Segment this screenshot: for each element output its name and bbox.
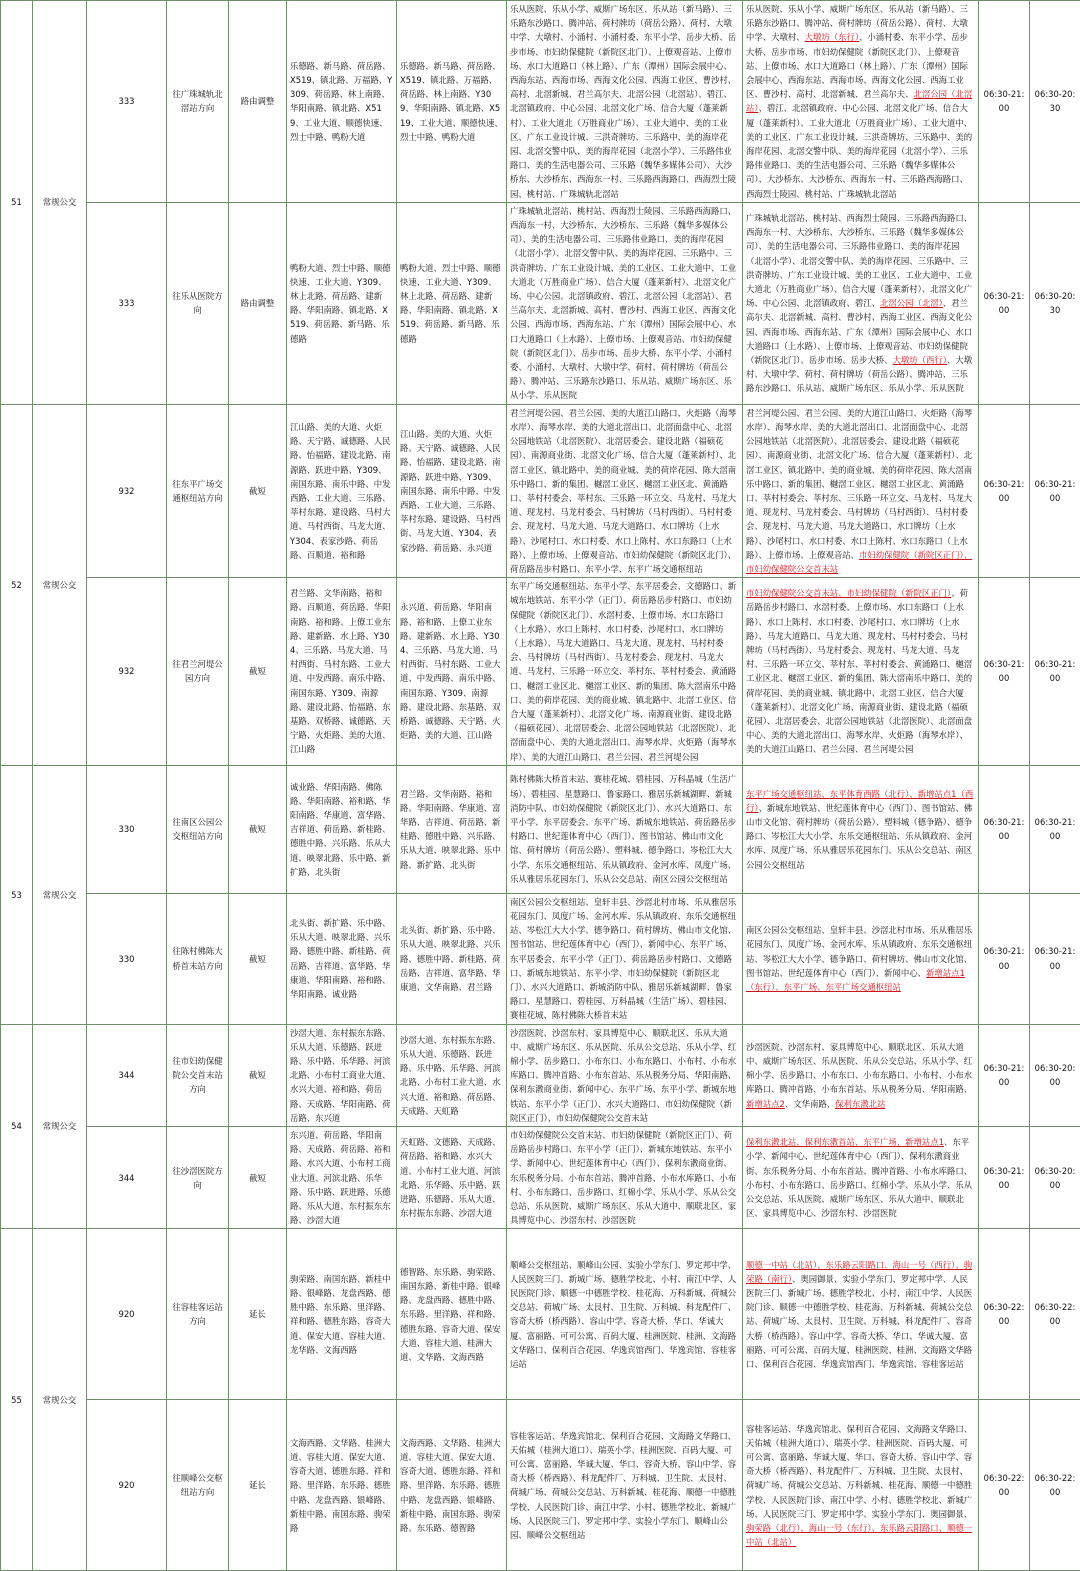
- stop-text: 容桂客运站、华逸宾馆北、保利百合花园、文海路文华路口、天佑城（桂洲大道口）、瑞英小学、桂洲医院、百码大厦、可可公寓、富丽路、华诚大厦、华口、容奇大桥、容山中学、容奇大桥（桥西路）、科龙配件厂、万科城、卫生院、太艮村、荷城广场、荷城公交总站、万科新城、桂花海、顺德一中德胜学校、人民医院门诊、南江中学、小村、德胜学校北、新城广场、人民医院三门、罗定邦中学、实验小学东门、奥园御景、: [746, 1424, 972, 1519]
- old-path-cell: 鸭粉大道、烈士中路、顺德快速、工业大道、Y309、林上北路、荷岳路、建新路、华阳南路、镇北路、X519、荷岳路、新马路、乐德路: [287, 202, 397, 404]
- new-service-time-cell: 06:30-20:30: [1030, 1, 1080, 203]
- old-stops-cell: 顺峰公交枢纽站、顺峰山公园、实验小学东门、罗定邦中学、人民医院三门、新城广场、德胜学校北、小村、南江中学、人民医院门诊、顺德一中德胜学校、桂花海、万科新城、荷城公交总站、荷城广场、太艮村、卫生院、万科城、科龙配件厂、容奇大桥（桥西路）、容山中学、容奇大桥、华口、华诚大厦、富丽路、可可公寓、百码大厦、桂洲医院、桂洲、文海路文华路口、保利百合花园、华逸宾馆西门、华逸宾馆、容桂客运站: [507, 1229, 743, 1400]
- new-path-cell: 文海西路、文华路、桂洲大道、容桂大道、保安大道、容奇大道、德胜东路、祥和路、里洋路、东乐路、德胜中路、龙盘西路、银峰路、新桂中路、南国东路、驹荣路、东乐路、德智路: [397, 1400, 507, 1571]
- stop-text: 、小涌村委、东平小学、岳步大桥、岳步市场、市妇幼保健院（新院区北门）、上僚观音站、上僚市场、水口大道路口（林上路）、广东（潭州）国际会展中心、西海东站、西海市场、西海文化公园、西海工业区、曹沙村、高村、北滘新城、君兰高尔夫、: [746, 32, 968, 99]
- category-cell: 常规公交: [33, 1024, 87, 1229]
- highlighted-stop-text: 新增站点2: [746, 1099, 785, 1109]
- category-cell: 常规公交: [33, 1, 87, 405]
- old-service-time-cell: 06:30-21:00: [979, 578, 1030, 766]
- adjustment-type-cell: 路由调整: [229, 1, 287, 203]
- new-stops-cell: [743, 202, 979, 404]
- new-stops-cell: [743, 578, 979, 766]
- group-number-cell: 54: [1, 1024, 33, 1229]
- route-number-cell: 344: [87, 1127, 167, 1229]
- old-stops-cell: 市妇幼保健院公交首末站、市妇幼保健院（新院区正门）、荷岳路岳步村路口、东平小学（正门）、新城东地铁站、东平小学、新闻中心、世纪莲体育中心（西门）、保利东漖商业街、东乐税务分局、小布东首站、腾冲首路、小布水库路口、小布村、小布东路口、岳步路口、红棉小学、乐从小学、乐从公交总站、乐从医院、威斯广场东区、乐从大道中、顺联北区、家具博览中心、沙滘东村、沙滘医院: [507, 1127, 743, 1229]
- stop-text: 、君兰高尔夫、北滘新城、高村、曹沙村、西海工业区、西海文化公园、西海市场、西海东站、广东（潭州）国际会展中心、水口大道路口（上水路）、上僚市场、上僚观音站、市妇幼保健院（新院区北门）、岳步市场、岳步大桥、: [746, 298, 972, 365]
- stop-text: 、新城东地铁站、世纪莲体育中心（西门）、图书馆站、佛山市文化馆、荷村牌坊（荷岳公路）、塑料城（德争路）、德争路口、岑松江大大小学、东乐交通枢纽站、乐从镇政府、金河水库、凤度广场、乐从雅居乐花园东门、乐从公交总站、南区公园公交枢纽站: [746, 803, 972, 870]
- highlighted-stop-text: 保利东漖北站: [835, 1099, 885, 1109]
- new-stops-cell: [743, 765, 979, 893]
- new-stops-cell: [743, 893, 979, 1024]
- highlighted-stop-text: 保利东漖北站、保利东漖首站、东平广场、新增站点1: [746, 1137, 944, 1147]
- old-stops-cell: 陈村佛陈大桥首末站、赛桂花城、碧桂园、万科晶城（生活广场）、碧桂园、星慧路口、鲁家路口、雅居乐新城湖畔、新城消防中队、市妇幼保健院（新院区北门）、水兴大道路口、东平小学、东平居委会、东平广场、新城东地铁站、荷岳路岳步村路口、世纪莲体育中心（西门）、图书馆站、佛山市文化馆、荷村牌坊（荷岳公路）、塑料城、德争路口、岑松江大大小学、东乐交通枢纽站、乐从镇政府、金河水库、凤度广场、乐从雅居乐花园东门、乐从公交总站、南区公园公交枢纽站: [507, 765, 743, 893]
- old-service-time-cell: 06:30-21:00: [979, 202, 1030, 404]
- direction-cell: 往乐从医院方向: [167, 202, 229, 404]
- old-stops-cell: 东平广场交通枢纽站、东平小学、东平居委会、文德路口、新城东地铁站、东平小学（正门）、荷岳路岳步村路口、市妇幼保健院（新院区北门）、水滘村委、上僚市场、水口东路口（上水路）、水口上陈村、水口村委、沙尾村口、水口牌坊（上水路）、马龙大道路口、马龙大道、现龙村、马村村委会、马村牌坊（马村西街）、马龙村委会、现龙村、马龙大道、马龙村、三乐路一环立交、莘村东、莘村村委会、黄涌路口、樾滘工业区北、樾滘工业区、新的集团、陈大滘南乐中路口、美的荷岸花园、美的商业城、镇北路中、北滘工业区、信合大厦（蓬莱新村）、北滘文化广场、南源商业街、建设北路（福硕花园）、北滘居委会、北滘公园地铁站（北滘医院）、北滘面盘中心、美的大道北滘出口、海琴水岸、火炬路（海琴水岸）、美的大道江山路口、君兰公园、君兰河堤公园: [507, 578, 743, 766]
- highlighted-stop-text: 大墩坊（西行）: [893, 355, 947, 365]
- adjustment-type-cell: 截短: [229, 1024, 287, 1126]
- route-number-cell: 330: [87, 893, 167, 1024]
- direction-cell: 往陈村佛陈大桥首末站方向: [167, 893, 229, 1024]
- new-path-cell: 沙滘大道、东村振东东路、乐从大道、乐德路、跃进路、乐中路、乐华路、河滨北路、小布村工业大道、水兴大道、裕和路、荷岳路、天成路、天虹路: [397, 1024, 507, 1126]
- new-path-cell: 鸭粉大道、烈士中路、顺德快速、工业大道、Y309、林上北路、荷岳路、建新路、华阳南路、镇北路、X519、荷岳路、新马路、乐德路: [397, 202, 507, 404]
- route-number-cell: 344: [87, 1024, 167, 1126]
- direction-cell: 往南区公园公交枢纽站方向: [167, 765, 229, 893]
- old-path-cell: 乐德路、新马路、荷岳路、X519、镇北路、万福路、Y309、荷岳路、林上南路、华阳南路、镇北路、X519、工业大道、顺德快速、烈士中路、鸭粉大道: [287, 1, 397, 203]
- direction-cell: 往沙滘医院方向: [167, 1127, 229, 1229]
- new-path-cell: 永兴道、荷岳路、华阳南路、裕和路、上僚工业东路、建新路、水上路、Y304、三乐路、马龙大道、马村西街、马村东路、工业大道、中发西路、南乐中路、南国东路、Y309、南源路、建设北路、东基路、双桥路、诚德路、天宁路、火炬路、美的大道、江山路: [397, 578, 507, 766]
- new-path-cell: 江山路、美的大道、火炬路、天宁路、诚德路、人民路、怡福路、建设北路、南源路、跃进中路、Y309、南国东路、南乐中路、中发西路、工业大道、三乐路、莘村东路、建设路、马村西街、马龙大道、Y304、表家沙路、荷岳路、永兴道: [397, 404, 507, 577]
- old-path-cell: 驹荣路、南国东路、新桂中路、银峰路、龙盘西路、德胜中路、东乐路、里洋路、祥和路、德胜东路、容奇大道、保安大道、容桂大道、龙华路、文海西路: [287, 1229, 397, 1400]
- direction-cell: 往容桂客运站方向: [167, 1229, 229, 1400]
- old-service-time-cell: 06:30-21:00: [979, 1024, 1030, 1126]
- new-stops-cell: [743, 1127, 979, 1229]
- old-service-time-cell: 06:30-21:00: [979, 1127, 1030, 1229]
- new-path-cell: 德智路、东乐路、驹荣路、南国东路、新桂中路、银峰路、龙盘西路、德胜中路、东乐路、里洋路、祥和路、德胜东路、容奇大道、保安大道、容桂大道、桂洲大道、文华路、文海西路: [397, 1229, 507, 1400]
- category-cell: 常规公交: [33, 404, 87, 765]
- table-row: [1, 1127, 1080, 1229]
- old-path-cell: 江山路、美的大道、火炬路、天宁路、诚德路、人民路、怡福路、建设北路、南源路、跃进中路、Y309、南国东路、南乐中路、中发西路、工业大道、三乐路、莘村东路、建设路、马村大道、马村西街、马龙大道、Y304、表家沙路、荷岳路、百顺道、裕和路: [287, 404, 397, 577]
- new-path-cell: 君兰路、文华南路、裕和路、华阳南路、华康道、富华路、吉祥道、荷岳路、新桂路、德胜中路、兴乐路、乐从大道、映翠北路、乐中路、新扩路、北头街: [397, 765, 507, 893]
- highlighted-stop-text: 大墩坊（东行）: [805, 32, 859, 42]
- highlighted-stop-text: 顺德一中站（北站）、东乐路云阳路口、海山一号（西行）、驹荣路（南行）: [746, 1260, 972, 1284]
- category-cell: 常规公交: [33, 1229, 87, 1571]
- table-row: [1, 893, 1080, 1024]
- stop-text: 、奥园御景、实验小学东门、罗定邦中学、人民医院三门、新城广场、德胜学校北、小村、南江中学、人民医院门诊、顺德一中德胜学校、桂花海、万科新城、荷城公交总站、荷城广场、太艮村、卫生院、万科城、科龙配件厂、容奇大桥（桥西路）、容山中学、容奇大桥、华口、华诚大厦、富丽路、可可公寓、百码大厦、桂洲医院、桂洲、文海路文华路口、保利百合花园、华逸宾馆西门、华逸宾馆、容桂客运站: [746, 1274, 972, 1369]
- new-stops-cell: [743, 1400, 979, 1571]
- table-row: [1, 1024, 1080, 1126]
- table-row: [1, 578, 1080, 766]
- old-stops-cell: 容桂客运站、华逸宾馆北、保利百合花园、文海路文华路口、天佑城（桂洲大道口）、瑞英小学、桂洲医院、百码大厦、可可公寓、富丽路、华诚大厦、华口、容奇大桥、容山中学、容奇大桥（桥西路）、科龙配件厂、万科城、卫生院、太艮村、荷城广场、荷城公交总站、万科新城、桂花海、顺德一中德胜学校、人民医院门诊、南江中学、小村、德胜学校北、新城广场、人民医院三门、罗定邦中学、实验小学东门、顺峰山公园、顺峰公交枢纽站: [507, 1400, 743, 1571]
- group-number-cell: 53: [1, 765, 33, 1024]
- stop-text: 沙滘医院、沙滘东村、家具博览中心、顺联北区、乐从大道中、威斯广场东区、乐从医院、乐从公交总站、乐从小学、红棉小学、岳步路口、小布东口、小布东路口、小布村、小布水库路口、腾冲首路、小布东首站、乐从税务分局、华阳南路、: [746, 1042, 972, 1095]
- table-row: [1, 765, 1080, 893]
- new-service-time-cell: 06:30-20:00: [1030, 1127, 1080, 1229]
- route-number-cell: 920: [87, 1400, 167, 1571]
- stop-text: 、碧江、北滘镇政府、中心公园、北滘文化广场、信合大厦（蓬莱新村）、工业大道北（万胜商业广场）、工业大道中、美的工业区、广东工业设计城、三洪奇牌坊、三乐路中、美的海岸花园、北滘交警中队、美的海岸花园（北滘小学）、三乐路伟业路口、美的生活电器公司、三乐路（魏华多媒体公司）、大沙桥东、大沙桥东、西海东一村、三乐路西海路口、西海烈士陵园、桃村站、广珠城轨北滘站: [746, 103, 972, 198]
- old-path-cell: 北头街、新扩路、乐中路、乐从大道、映翠北路、兴乐路、德胜中路、新桂路、荷岳路、吉祥道、富华路、华康道、华阳南路、裕和路、华阳南路、诚业路: [287, 893, 397, 1024]
- adjustment-type-cell: 截短: [229, 765, 287, 893]
- new-stops-cell: [743, 1229, 979, 1400]
- route-number-cell: 932: [87, 578, 167, 766]
- group-number-cell: 55: [1, 1229, 33, 1571]
- route-number-cell: 932: [87, 404, 167, 577]
- new-service-time-cell: 06:30-20:00: [1030, 1024, 1080, 1126]
- new-path-cell: 北头街、新扩路、乐中路、乐从大道、映翠北路、兴乐路、德胜中路、新桂路、荷岳路、吉祥道、富华路、华康道、文华南路、君兰路: [397, 893, 507, 1024]
- table-row: [1, 1400, 1080, 1571]
- stop-text: 、文华南路、: [785, 1099, 835, 1109]
- highlighted-stop-text: 新增站点1（东行）、东平广场、东平广场交通枢纽站: [746, 968, 965, 992]
- old-service-time-cell: 06:30-21:00: [979, 404, 1030, 577]
- adjustment-type-cell: 延长: [229, 1400, 287, 1571]
- stop-text: 广珠城轨北滘站、桃村站、西海烈士陵园、三乐路西海路口、西海东一村、大沙桥东、大沙桥东、三乐路（魏华多媒体公司）、美的生活电器公司、三乐路伟业路口、美的海岸花园（北滘小学）、北滘交警中队、美的海岸花园、三乐路中、三洪奇牌坊、广东工业设计城、美的工业区、工业大道中、工业大道北（万胜商业广场）、信合大厦（蓬莱新村）、北滘文化广场、中心公园、北滘镇政府、碧江、: [746, 213, 972, 308]
- new-service-time-cell: 06:30-21:00: [1030, 578, 1080, 766]
- highlighted-stop-text: 东平广场交通枢纽站、东平体育西路（北行）、新增站点1（西行）: [746, 789, 973, 813]
- group-number-cell: 51: [1, 1, 33, 405]
- adjustment-type-cell: 延长: [229, 1229, 287, 1400]
- old-path-cell: 沙滘大道、东村振东东路、乐从大道、乐德路、跃进路、乐中路、乐华路、河滨北路、小布村工商业大道、水兴大道、裕和路、荷岳路、天成路、华阳南路、荷岳路、东兴道: [287, 1024, 397, 1126]
- old-service-time-cell: 06:30-21:00: [979, 1, 1030, 203]
- table-row: [1, 1229, 1080, 1400]
- direction-cell: 往顺峰公交枢纽站方向: [167, 1400, 229, 1571]
- direction-cell: 往东平广场交通枢纽站方向: [167, 404, 229, 577]
- highlighted-stop-text: 驹荣路（北行）、海山一号（东行）、东乐路云阳路口、顺德一中站（北站）: [746, 1523, 972, 1547]
- new-service-time-cell: 06:30-22:00: [1030, 1229, 1080, 1400]
- table-row: [1, 1, 1080, 203]
- stop-text: 乐从医院、乐从小学、威斯广场东区、乐从站（新马路）、三乐路东沙路口、腾冲站、荷村牌坊（荷岳公路）、荷村、大墩中学、大墩村、: [746, 4, 968, 42]
- new-service-time-cell: 06:30-20:30: [1030, 202, 1080, 404]
- direction-cell: 往广珠城轨北滘站方向: [167, 1, 229, 203]
- adjustment-type-cell: 截短: [229, 1127, 287, 1229]
- direction-cell: 往市妇幼保健院公交首末站方向: [167, 1024, 229, 1126]
- route-number-cell: 333: [87, 1, 167, 203]
- route-number-cell: 920: [87, 1229, 167, 1400]
- new-path-cell: 天虹路、文德路、天成路、荷岳路、裕和路、水兴大道、小布村工业大道、河滨北路、乐华路、乐中路、跃进路、乐德路、乐从大道、东村振东东路、沙滘大道: [397, 1127, 507, 1229]
- route-number-cell: 330: [87, 765, 167, 893]
- old-service-time-cell: 06:30-22:00: [979, 1400, 1030, 1571]
- old-path-cell: 诚业路、华阳南路、佛陈路、华阳南路、裕和路、华阳南路、华康道、富华路、吉祥道、荷岳路、新桂路、德胜中路、兴乐路、乐从大道、映翠北路、乐中路、新扩路、北头街: [287, 765, 397, 893]
- adjustment-type-cell: 截短: [229, 893, 287, 1024]
- stop-text: 、荷岳路岳步村路口、水滘村委、上僚市场、水口东路口（上水路）、水口上陈村、水口村委、沙尾村口、水口牌坊（上水路）、马龙大道路口、马龙大道、现龙村、马村村委会、马村牌坊（马村西街）、马龙村委会、现龙村、马龙大道、马龙村、三乐路一环立交、莘村东、莘村村委会、黄涌路口、樾滘工业区北、樾滘工业区、新的集团、陈大滘南乐中路口、美的荷岸花园、美的商业城、镇北路中、北滘工业区、信合大厦（蓬莱新村）、北滘文化广场、南源商业街、建设北路（福硕花园）、北滘居委会、北滘公园地铁站（北滘医院）、北滘面盘中心、美的大道北滘出口、海琴水岸、火炬路（海琴水岸）、美的大道江山路口、君兰公园、君兰河堤公园: [746, 588, 972, 754]
- new-stops-cell: [743, 1024, 979, 1126]
- new-service-time-cell: 06:30-21:00: [1030, 765, 1080, 893]
- old-stops-cell: 广珠城轨北滘站、桃村站、西海烈士陵园、三乐路西海路口、西海东一村、大沙桥东、大沙桥东、三乐路（魏华多媒体公司）、美的生活电器公司、三乐路伟业路口、美的海岸花园（北滘小学）、北滘交警中队、美的海岸花园、三乐路中、三洪奇牌坊、广东工业设计城、美的工业区、工业大道中、工业大道北（万胜商业广场）、信合大厦（蓬莱新村）、北滘文化广场、中心公园、北滘镇政府、碧江、北滘公园（北滘站）、君兰高尔夫、北滘新城、高村、曹沙村、西海工业区、西海文化公园、西海市场、西海东站、广东（潭州）国际会展中心、水口大道路口（上水路）、上僚市场、上僚观音站、市妇幼保健院（新院区北门）、岳步市场、岳步大桥、东平小学、小涌村委、小涌村、大墩村、大墩中学、荷村、荷村牌坊（荷岳公路）、腾冲站、三乐路东沙路口、乐从站、威斯广场东区、乐从小学、乐从医院: [507, 202, 743, 404]
- old-service-time-cell: 06:30-22:00: [979, 1229, 1030, 1400]
- highlighted-stop-text: 市妇幼保健院（新院区正门）、市妇幼保健院公交首末站: [746, 550, 972, 574]
- route-number-cell: 333: [87, 202, 167, 404]
- table-body: [1, 1, 1080, 1571]
- direction-cell: 往君兰河堤公园方向: [167, 578, 229, 766]
- group-number-cell: 52: [1, 404, 33, 765]
- old-stops-cell: 南区公园公交枢纽站、皇轩丰县、沙滘北村市场、乐从雅居乐花园东门、凤度广场、金河水库、乐从镇政府、东乐交通枢纽站、岑松江大大小学、德争路口、荷村牌坊、佛山市文化馆、图书馆站、世纪莲体育中心（西门）、新闻中心、东平广场、东平居委会、东平小学（正门）、荷岳路岳步村路口、文德路口、新城东地铁站、东平小学、市妇幼保健院（新院区北门）、水兴大道路口、新城消防中队、雅居乐新城湖畔、鲁家路口、星慧路口、碧桂园、万科晶城（生活广场）、碧桂园、赛桂花城、陈村佛陈大桥首末站: [507, 893, 743, 1024]
- highlighted-stop-text: 市妇幼保健院公交首末站、市妇幼保健院（新院区正门）: [746, 588, 951, 598]
- new-stops-cell: [743, 404, 979, 577]
- old-stops-cell: 乐从医院、乐从小学、威斯广场东区、乐从站（新马路）、三乐路东沙路口、腾冲站、荷村牌坊（荷岳公路）、荷村、大墩中学、大墩村、小涌村、小涌村委、东平小学、岳步大桥、岳步市场、市妇幼保健院（新院区北门）、上僚观音站、上僚市场、水口大道路口（林上路）、广东（潭州）国际会展中心、西海东站、西海市场、西海文化公园、西海工业区、曹沙村、高村、北滘新城、君兰高尔夫、北滘公园（北滘站）、碧江、北滘镇政府、中心公园、北滘文化广场、信合大厦（蓬莱新村）、工业大道北（万胜商业广场）、工业大道中、美的工业区、广东工业设计城、三洪奇牌坊、三乐路中、美的海岸花园、北滘交警中队、美的海岸花园（北滘小学）、三乐路伟业路口、美的生活电器公司、三乐路（魏华多媒体公司）、大沙桥东、大沙桥东、西海东一村、三乐路西海路口、西海烈士陵园、桃村站、广珠城轨北滘站: [507, 1, 743, 203]
- stop-text: 、大墩村、大墩中学、荷村、荷村牌坊（荷岳公路）、腾冲站、三乐路东沙路口、乐从站、威斯广场东区、乐从小学、乐从医院: [746, 355, 972, 393]
- table-row: [1, 202, 1080, 404]
- old-service-time-cell: 06:30-21:00: [979, 893, 1030, 1024]
- new-service-time-cell: 06:30-22:00: [1030, 1400, 1080, 1571]
- stop-text: 、东平小学、新闻中心、世纪莲体育中心（西门）、保利东漖商业街、东乐税务分局、小布东首站、腾冲首路、小布水库路口、小布村、小布东路口、岳步路口、红棉小学、乐从小学、乐从公交总站、乐从医院、威斯广场东区、乐从大道中、顺联北区、家具博览中心、沙滘东村、沙滘医院: [746, 1137, 972, 1218]
- old-path-cell: 君兰路、文华南路、裕和路、百顺道、荷岳路、华阳南路、裕和路、上僚工业东路、建新路、水上路、Y304、三乐路、马龙大道、马村西街、马村东路、工业大道、中发西路、南乐中路、南国东路、Y309、南源路、建设北路、怡福路、东基路、双桥路、诚德路、天宁路、火炬路、美的大道、江山路: [287, 578, 397, 766]
- new-stops-cell: [743, 1, 979, 203]
- new-service-time-cell: 06:30-21:00: [1030, 404, 1080, 577]
- new-service-time-cell: 06:30-21:00: [1030, 893, 1080, 1024]
- old-path-cell: 文海西路、文华路、桂洲大道、容桂大道、保安大道、容奇大道、德胜东路、祥和路、里洋路、东乐路、德胜中路、龙盘西路、银峰路、新桂中路、南国东路、驹荣路: [287, 1400, 397, 1571]
- category-cell: 常规公交: [33, 765, 87, 1024]
- old-stops-cell: 沙滘医院、沙滘东村、家具博览中心、顺联北区、乐从大道中、威斯广场东区、乐从医院、乐从公交总站、乐从小学、红棉小学、岳步路口、小布东口、小布东路口、小布村、小布水库路口、腾冲首路、小布东首站、乐从税务分局、华阳南路、保利东漖商业街、新闻中心、东平广场、东平小学、新城东地铁站、东平小学（正门）、水兴大道路口、市妇幼保健院（新院区正门）、市妇幼保健院公交首末站: [507, 1024, 743, 1126]
- highlighted-stop-text: 北滘公园（北滘）: [880, 298, 943, 308]
- highlighted-stop-text: 北滘公园（北滘站）: [746, 89, 972, 113]
- stop-text: 南区公园公交枢纽站、皇轩丰县、沙滘北村市场、乐从雅居乐花园东门、凤度广场、金河水库、乐从镇政府、东乐交通枢纽站、岑松江大大小学、德争路口、荷村牌坊、佛山市文化馆、图书馆站、世纪莲体育中心（西门）、新闻中心、: [746, 925, 972, 978]
- stop-text: 君兰河堤公园、君兰公园、美的大道江山路口、火炬路（海琴水岸）、海琴水岸、美的大道北滘出口、北滘面盘中心、北滘公园地铁站（北滘医院）、北滘居委会、建设北路（福硕花园）、南源商业街、北滘文化广场、信合大厦（蓬莱新村）、北滘工业区、镇北路中、美的商业城、美的荷岸花园、陈大滘南乐中路口、新的集团、樾滘工业区、樾滘工业区北、黄涌路口、莘村村委会、莘村东、三乐路一环立交、马龙村、马龙大道、现龙村、马龙村委会、马村牌坊（马村西街）、马村村委会、现龙村、马龙大道、马龙大道路口、水口牌坊（上水路）、沙尾村口、水口村委、水口上陈村、水口东路口（上水路）、上僚市场、上僚观音站、: [746, 408, 972, 560]
- old-stops-cell: 君兰河堤公园、君兰公园、美的大道江山路口、火炬路（海琴水岸）、海琴水岸、美的大道北滘出口、北滘面盘中心、北滘公园地铁站（北滘医院）、北滘居委会、建设北路（福硕花园）、南源商业街、北滘文化广场、信合大厦（蓬莱新村）、北滘工业区、镇北路中、美的商业城、美的荷岸花园、陈大滘南乐中路口、新的集团、樾滘工业区、樾滘工业区北、黄涌路口、莘村村委会、莘村东、三乐路一环立交、马龙村、马龙大道、现龙村、马龙村委会、马村牌坊（马村西街）、马村村委会、现龙村、马龙大道、马龙大道路口、水口牌坊（上水路）、沙尾村口、水口村委、水口上陈村、水口东路口（上水路）、上僚市场、上僚观音站、市妇幼保健院（新院区北门）、荷岳路岳步村路口、东平小学、东平广场交通枢纽站: [507, 404, 743, 577]
- adjustment-type-cell: 截短: [229, 404, 287, 577]
- adjustment-type-cell: 路由调整: [229, 202, 287, 404]
- old-service-time-cell: 06:30-21:00: [979, 765, 1030, 893]
- table-row: [1, 404, 1080, 577]
- old-path-cell: 东兴道、荷岳路、华阳南路、天成路、荷岳路、裕和路、水兴大道、小布村工商业大道、河滨北路、乐华路、乐中路、跃进路、乐德路、乐从大道、东村振东东路、沙滘大道: [287, 1127, 397, 1229]
- adjustment-type-cell: 截短: [229, 578, 287, 766]
- new-path-cell: 乐德路、新马路、荷岳路、X519、镇北路、万福路、荷岳路、林上南路、Y309、华阳南路、镇北路、X519、工业大道、顺德快速、烈士中路、鸭粉大道: [397, 1, 507, 203]
